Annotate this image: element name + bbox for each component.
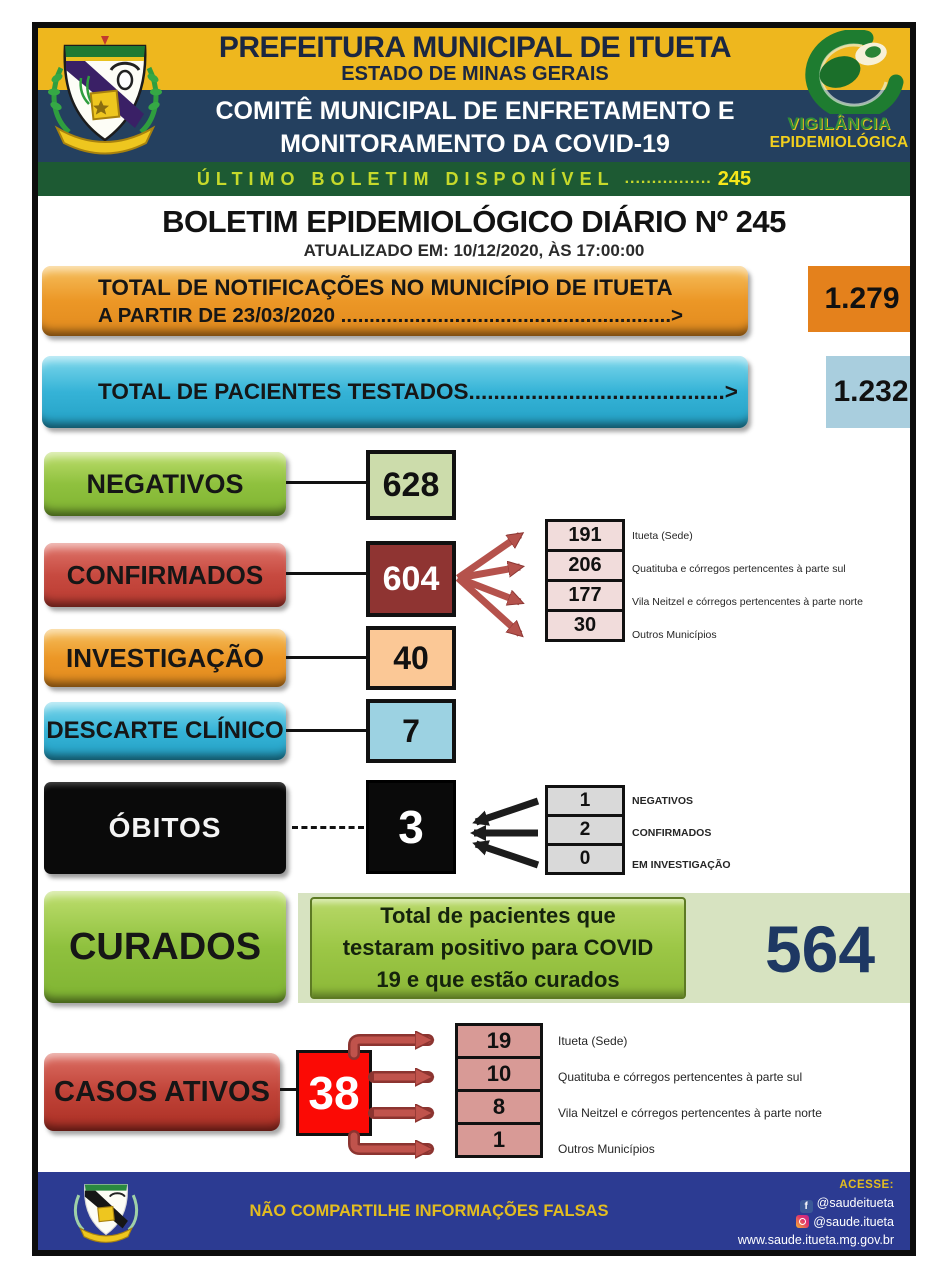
casos-ativos-value: 38 xyxy=(296,1050,372,1136)
footer-message: NÃO COMPARTILHE INFORMAÇÕES FALSAS xyxy=(249,1201,609,1220)
footer-facebook-row[interactable] xyxy=(738,1194,894,1213)
itueta-coat-of-arms xyxy=(44,30,166,160)
committee-line1: COMITÊ MUNICIPAL DE ENFRETAMENTO E xyxy=(215,97,735,125)
casos-ativos-bar: CASOS ATIVOS xyxy=(44,1053,280,1131)
obitos-breakdown-value: 0 xyxy=(545,843,625,875)
obitos-breakdown-label: NEGATIVOS xyxy=(632,795,694,807)
casos-ativos-breakdown-label: Vila Neitzel e córregos pertencentes à parte norte xyxy=(558,1106,822,1120)
last-bulletin-number: 245 xyxy=(717,167,752,190)
confirmados-breakdown-stack xyxy=(545,519,625,642)
casos-ativos-breakdown-value: 1 xyxy=(455,1122,543,1158)
casos-ativos-connector xyxy=(280,1088,296,1091)
last-bulletin-label: ÚLTIMO BOLETIM DISPONÍVEL xyxy=(196,168,615,189)
curados-value: 564 xyxy=(764,912,876,986)
logo-text-line1: VIGILÂNCIA xyxy=(787,114,891,133)
investigacao-value: 40 xyxy=(366,626,456,690)
committee-line2: MONITORAMENTO DA COVID-19 xyxy=(280,130,670,158)
obitos-bar: ÓBITOS xyxy=(44,782,286,874)
confirmados-breakdown-label: Vila Neitzel e córregos pertencentes à parte norte xyxy=(632,596,863,608)
descarte-clinico-value: 7 xyxy=(366,699,456,763)
negativos-connector xyxy=(286,481,366,484)
state-subtitle: ESTADO DE MINAS GERAIS xyxy=(341,63,609,85)
bulletin-title: BOLETIM EPIDEMIOLÓGICO DIÁRIO Nº 245 xyxy=(162,204,786,239)
vigilancia-epidemiologica-logo xyxy=(768,30,910,162)
confirmados-breakdown-label: Itueta (Sede) xyxy=(632,530,693,542)
municipality-title: PREFEITURA MUNICIPAL DE ITUETA xyxy=(218,31,732,64)
total-tested-bar xyxy=(42,356,748,428)
facebook-handle[interactable]: @saudeitueta xyxy=(816,1196,894,1210)
instagram-icon xyxy=(796,1215,809,1228)
confirmados-breakdown-label: Quatituba e córregos pertencentes à parte sul xyxy=(632,563,846,575)
casos-ativos-breakdown-label: Outros Municípios xyxy=(558,1142,655,1156)
obitos-value: 3 xyxy=(366,780,456,874)
website-link[interactable]: www.saude.itueta.mg.gov.br xyxy=(737,1233,894,1247)
confirmados-value: 604 xyxy=(366,541,456,617)
footer-instagram-row[interactable] xyxy=(738,1213,894,1231)
curados-description-line1: Total de pacientes que xyxy=(380,903,616,928)
vigilancia-swoosh-icon xyxy=(768,30,910,114)
descarte-connector xyxy=(286,729,366,732)
negativos-bar: NEGATIVOS xyxy=(44,452,286,516)
footer-coat-of-arms xyxy=(68,1177,144,1245)
descarte-clinico-bar: DESCARTE CLÍNICO xyxy=(44,702,286,760)
logo-text-line2: EPIDEMIOLÓGICA xyxy=(769,134,909,151)
last-bulletin-dots: ................ xyxy=(624,170,712,187)
curados-description-box xyxy=(310,897,686,999)
obitos-breakdown-value: 2 xyxy=(545,814,625,846)
confirmados-breakdown-label: Outros Municípios xyxy=(632,629,717,641)
negativos-value: 628 xyxy=(366,450,456,520)
confirmados-fan-arrows-icon xyxy=(456,515,542,655)
casos-ativos-breakdown-value: 10 xyxy=(455,1056,543,1092)
confirmados-breakdown-value: 177 xyxy=(545,579,625,612)
footer-access-label: ACESSE: xyxy=(839,1179,894,1191)
total-notifications-label-line1: TOTAL DE NOTIFICAÇÕES NO MUNICÍPIO DE ITUETA xyxy=(98,275,673,300)
curados-description-line2: testaram positivo para COVID xyxy=(342,935,654,960)
casos-ativos-breakdown-label: Quatituba e córregos pertencentes à parte sul xyxy=(558,1070,803,1084)
obitos-breakdown-label: CONFIRMADOS xyxy=(632,827,712,839)
total-notifications-value: 1.279 xyxy=(808,266,916,332)
total-notifications-bar xyxy=(42,266,748,336)
obitos-breakdown-value: 1 xyxy=(545,785,625,817)
investigacao-bar: INVESTIGAÇÃO xyxy=(44,629,286,687)
footer-band xyxy=(38,1172,910,1250)
confirmados-breakdown-value: 206 xyxy=(545,549,625,582)
casos-ativos-pipe-arrows-icon xyxy=(336,1018,454,1168)
confirmados-bar: CONFIRMADOS xyxy=(44,543,286,607)
confirmados-breakdown-value: 191 xyxy=(545,519,625,552)
curados-description-line3: 19 e que estão curados xyxy=(376,967,620,992)
bulletin-updated-timestamp: ATUALIZADO EM: 10/12/2020, ÀS 17:00:00 xyxy=(303,241,645,260)
total-tested-label: TOTAL DE PACIENTES TESTADOS.........................................> xyxy=(98,379,738,404)
last-bulletin-band xyxy=(38,162,910,196)
investigacao-connector xyxy=(286,656,366,659)
footer-links xyxy=(738,1176,894,1249)
instagram-handle[interactable]: @saude.itueta xyxy=(813,1215,894,1229)
footer-website-row[interactable] xyxy=(738,1231,894,1249)
confirmados-breakdown-value: 30 xyxy=(545,609,625,642)
curados-bar: CURADOS xyxy=(44,891,286,1003)
obitos-breakdown-label: EM INVESTIGAÇÃO xyxy=(632,859,731,871)
obitos-breakdown-stack xyxy=(545,785,625,875)
total-notifications-label-line2: A PARTIR DE 23/03/2020 ..........................................................> xyxy=(98,304,684,327)
casos-ativos-breakdown-value: 8 xyxy=(455,1089,543,1125)
facebook-icon: f xyxy=(800,1200,813,1213)
confirmados-connector xyxy=(286,572,366,575)
casos-ativos-breakdown-stack xyxy=(455,1023,543,1158)
obitos-dashed-connector xyxy=(292,826,364,829)
casos-ativos-breakdown-label: Itueta (Sede) xyxy=(558,1034,628,1048)
total-tested-value: 1.232 xyxy=(826,356,916,428)
obitos-fan-arrows-icon xyxy=(458,782,542,882)
casos-ativos-breakdown-value: 19 xyxy=(455,1023,543,1059)
